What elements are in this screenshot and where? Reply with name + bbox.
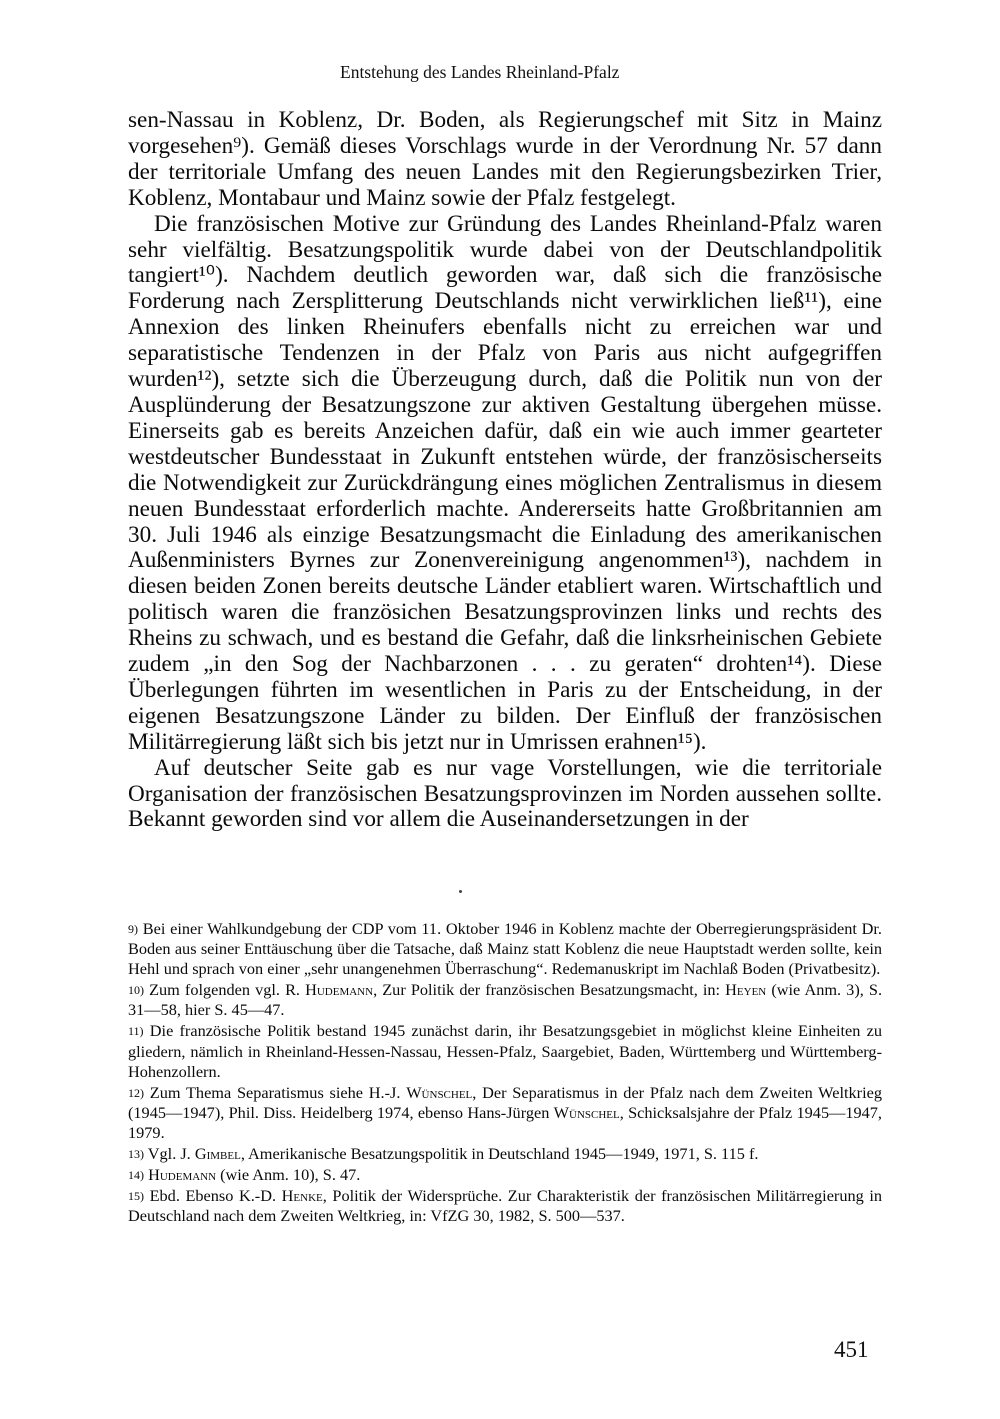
footnote-segment: , Amerikanische Besatzungspolitik in Deutschland 1945—1949, 1971, S. 115 f.	[240, 1144, 759, 1164]
paragraph-2: Die französischen Motive zur Gründung des Landes Rheinland-Pfalz waren sehr vielfältig. Besatzungspolitik wurde dabei von der Deutschlandpolitik tangiert¹⁰). Nachdem deutlich geworden war, daß sich die französische Forderung nach Zersplitterung Deutschlands nicht verwirklichen ließ¹¹), eine Annexion des linken Rheinufers ebenfalls nicht zu erreichen war und separatistische Tendenzen in der Pfalz von Paris aus nicht aufgegriffen wurden¹²), setzte sich die Überzeugung durch, daß die Politik nun von der Ausplünderung der Besatzungszone zur aktiven Gestaltung übergehen müsse. Einerseits gab es bereits Anzeichen dafür, daß ein wie auch immer gearteter westdeutscher Bundesstaat in Zukunft entstehen würde, der französischerseits die Notwendigkeit zur Zurückdrängung eines möglichen Zentralismus in diesem neuen Bundesstaat erforderlich machte. Andererseits hatte Großbritannien am 30. Juli 1946 als einzige Besatzungsmacht die Einladung des amerikanischen Außenministers Byrnes zur Zonenvereinigung angenommen¹³), nachdem in diesen beiden Zonen bereits deutsche Länder etabliert waren. Wirtschaftlich und politisch waren die französichen Besatzungsprovinzen links und rechts des Rheins zu schwach, und es bestand die Gefahr, daß die linksrheinischen Gebiete zudem „in den Sog der Nachbarzonen . . . zu geraten“ drohten¹⁴). Diese Überlegungen führten im wesentlichen in Paris zu der Entscheidung, in der eigenen Besatzungszone Länder zu bilden. Der Einfluß der französischen Militärregierung läßt sich bis jetzt nur in Umrissen erahnen¹⁵).	[128, 210, 882, 755]
main-text	[128, 108, 882, 833]
footnote-text	[128, 1083, 882, 1142]
footnote-segment: Zum Thema Separatismus siehe H.-J.	[149, 1082, 407, 1102]
footnote-segment: Die französische Politik bestand 1945 zunächst darin, ihr Besatzungsgebiet in möglichst kleine Einheiten zu gliedern, nämlich in Rheinland-Hessen-Nassau, Hessen-Pfalz, Saargebiet, Baden, Württemberg und Württemberg-Hohenzollern.	[128, 1021, 882, 1081]
footnote-text	[148, 1144, 759, 1163]
footnote-segment: (wie Anm. 10), S. 47.	[216, 1165, 361, 1185]
footnote-text	[148, 1165, 360, 1184]
footnote-segment: Ebd. Ebenso K.-D.	[149, 1186, 282, 1206]
footnote-15	[128, 1186, 882, 1226]
author-name: Heyen	[725, 980, 767, 1000]
footnotes	[128, 919, 882, 1227]
footnote-number: 13)	[128, 1147, 144, 1162]
running-head: Entstehung des Landes Rheinland-Pfalz	[340, 62, 620, 82]
print-speck	[459, 890, 462, 893]
footnote-text	[128, 980, 882, 1019]
footnote-text	[128, 919, 882, 978]
author-name: Henke	[281, 1186, 323, 1206]
footnote-segment: , Schicksalsjahre der Pfalz 1945—1947, 1979.	[128, 1102, 882, 1142]
footnote-text	[128, 1021, 882, 1080]
author-name: Wünschel	[553, 1102, 620, 1122]
footnote-segment: Bei einer Wahlkundgebung der CDP vom 11. Oktober 1946 in Koblenz machte der Oberregierungspräsident Dr. Boden aus seiner Enttäuschung über die Tatsache, daß Mainz statt Koblenz die neue Hauptstadt werden sollte, kein Hehl und sprach von einer „sehr unangenehmen Überraschung“. Redemanuskript im Nachlaß Boden (Privatbesitz).	[128, 919, 882, 979]
author-name: Wünschel	[406, 1082, 473, 1102]
footnote-number: 15)	[128, 1189, 144, 1204]
footnote-segment: Zum folgenden vgl. R.	[149, 980, 306, 1000]
paragraph-3: Auf deutscher Seite gab es nur vage Vorstellungen, wie die territoriale Organisation der französischen Besatzungsprovinzen im Norden aussehen sollte. Bekannt geworden sind vor allem die Auseinandersetzungen in der	[128, 754, 882, 833]
footnote-10	[128, 980, 882, 1020]
footnote-11	[128, 1021, 882, 1081]
footnote-number: 14)	[128, 1168, 144, 1183]
footnote-segment: , Der Separatismus in der Pfalz nach dem Zweiten Weltkrieg (1945—1947), Phil. Diss. Heidelberg 1974, ebenso Hans-Jürgen	[128, 1082, 882, 1122]
footnote-text	[128, 1186, 882, 1225]
author-name: Hudemann	[305, 980, 374, 1000]
footnote-9	[128, 919, 882, 979]
paragraph-1: sen-Nassau in Koblenz, Dr. Boden, als Regierungschef mit Sitz in Mainz vorgesehen⁹). Gemäß dieses Vorschlags wurde in der Verordnung Nr. 57 dann der territoriale Umfang des neuen Landes mit den Regierungsbezirken Trier, Koblenz, Montabaur und Mainz sowie der Pfalz festgelegt.	[128, 107, 882, 211]
footnote-segment: , Zur Politik der französischen Besatzungsmacht, in:	[373, 980, 726, 1000]
footnote-13	[128, 1144, 882, 1164]
footnote-number: 10)	[128, 983, 144, 998]
author-name: Hudemann	[148, 1165, 217, 1185]
footnote-number: 9)	[128, 922, 138, 936]
footnote-segment: (wie Anm. 3), S. 31—58, hier S. 45—47.	[128, 980, 883, 1020]
author-name: Gimbel	[194, 1144, 241, 1164]
footnote-12	[128, 1083, 882, 1143]
footnote-number: 11)	[128, 1024, 144, 1039]
footnote-segment: Vgl. J.	[147, 1144, 195, 1164]
footnote-14	[128, 1165, 882, 1185]
footnote-number: 12)	[128, 1085, 144, 1100]
page-number: 451	[834, 1337, 869, 1362]
footnote-segment: , Politik der Widersprüche. Zur Charakteristik der französischen Militärregierung in Deutschland nach dem Zweiten Weltkrieg, in: VfZG 30, 1982, S. 500—537.	[128, 1186, 883, 1226]
